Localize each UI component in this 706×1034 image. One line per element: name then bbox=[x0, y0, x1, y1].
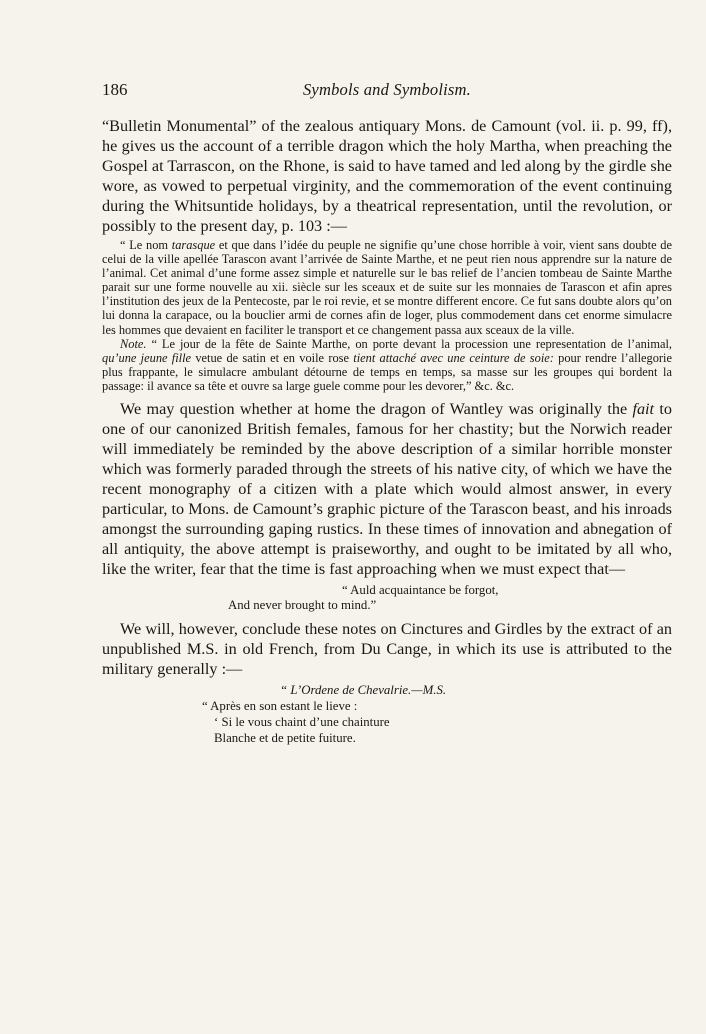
page-number: 186 bbox=[102, 80, 128, 99]
verse-line-2: And never brought to mind.” bbox=[228, 598, 377, 613]
french-quotation bbox=[102, 238, 672, 393]
french-quote-text: “ Le nom tarasque et que dans l’idée du peuple ne signifie qu’une chose horrible à voir, vient sans doubte de celui de la ville apellée Tarascon avant l’arrivée de Sainte Marthe, et ne peut rien nous apprendre sur la nature de l’animal. Cet animal d’une forme assez simple et naturelle sur le bas relief de l’ancien tombeau de Sainte Marthe parait sur une forme nouvelle au xii. siècle sur les sceaux et de suite sur les monnaies de Tarascon et afin apres l’institution des jeux de la Pentecoste, par le roi revie, et se montre different encore. Ce fut sans doubte alors qu’on lui donna la carapace, ou la bouclier armi de cornes afin de loger, plus commodement dans cet enorme simulacre les hommes que devaient en faciliter le transport et ce changement passa aux sceaux de la ville. bbox=[102, 238, 672, 337]
running-title: Symbols and Symbolism. bbox=[302, 80, 471, 99]
paragraph-dragon-wantley: We may question whether at home the dragon of Wantley was originally the fait to one of our canonized British females, famous for her chastity; but the Norwich reader will immediately be reminded by the above description of a similar horrible monster which was formerly paraded through the streets of his native city, of which we have the recent monography of a citizen with a plate which would almost answer, in every particular, to Mons. de Camount’s graphic picture of the Tarascon beast, and his inroads amongst the surrounding gaping rustics. In these times of innovation and abnegation of all antiquity, the above attempt is praiseworthy, and ought to be imitated by all who, like the writer, fear that the time is fast approaching when we must expect that— bbox=[102, 400, 672, 579]
book-page bbox=[102, 80, 672, 746]
french-note: Note. “ Le jour de la fête de Sainte Marthe, on porte devant la procession une representation de l’animal, qu’une jeune fille vetue de satin et en voile rose tient attaché avec une ceinture de soie: pour rendre l’allegorie plus frappante, le simulacre ambulant détourne de temps en temps, sa masse sur les groupes qui bordent la passage: il avance sa tête et ouvre sa large guele comme pour les devorer,” &c. &c. bbox=[102, 336, 672, 393]
paragraph-bulletin: “Bulletin Monumental” of the zealous antiquary Mons. de Camount (vol. ii. p. 99, ff), he gives us the account of a terrible dragon which the holy Martha, when preaching the Gospel at Tarrascon, on the Rhone, is said to have tamed and led along by the girdle she wore, as vowed to perpetual virginity, and the commemoration of the event continuing during the Whitsuntide holidays, by a theatrical representation, until the revolution, or possibly to the present day, p. 103 :— bbox=[102, 117, 672, 235]
verse-quotation bbox=[102, 583, 672, 613]
manuscript-title: “ L’Ordene de Chevalrie.—M.S. bbox=[280, 683, 447, 698]
verse-line-1: “ Auld acquaintance be forgot, bbox=[342, 583, 499, 598]
paragraph-cinctures: We will, however, conclude these notes on Cinctures and Girdles by the extract of an unpublished M.S. in old French, from Du Cange, in which its use is attributed to the military generally :— bbox=[102, 620, 672, 679]
page-header bbox=[102, 80, 672, 106]
manuscript-line-2: ‘ Si le vous chaint d’une chainture bbox=[214, 715, 390, 730]
manuscript-line-1: “ Après en son estant le lieve : bbox=[202, 699, 358, 714]
note-label: Note. bbox=[120, 336, 147, 351]
manuscript-line-3: Blanche et de petite fuiture. bbox=[214, 731, 356, 746]
manuscript-verse bbox=[102, 698, 672, 746]
